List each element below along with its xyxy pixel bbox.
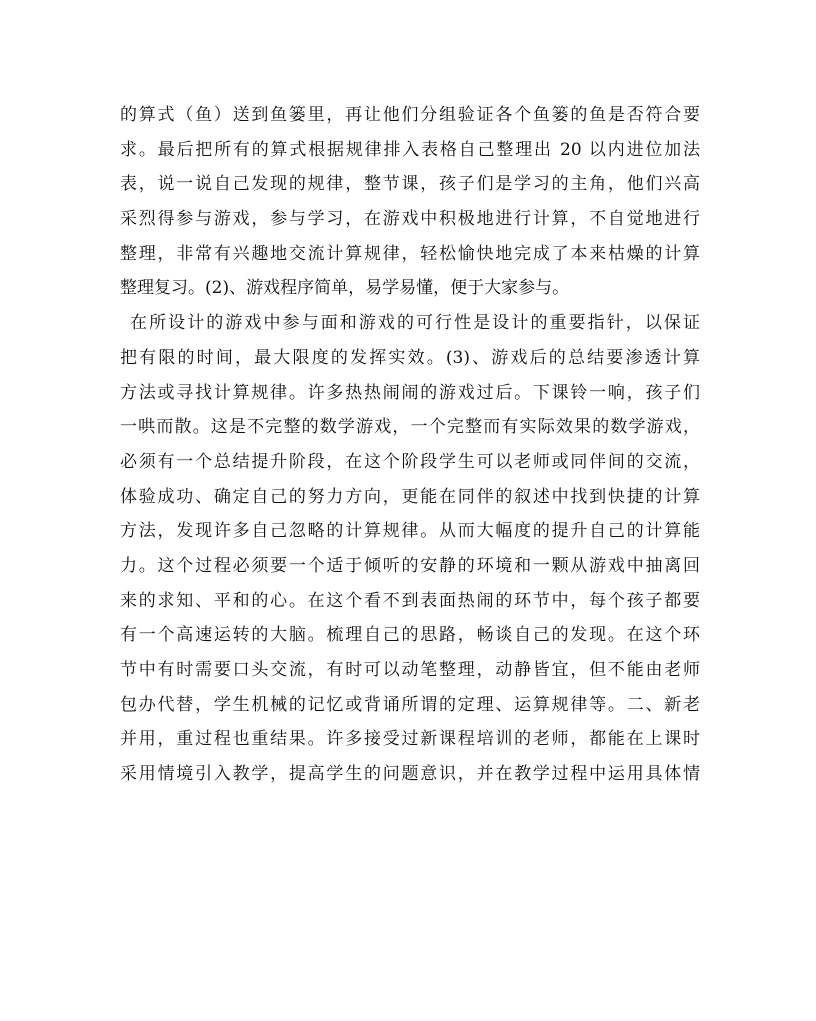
body-text (120, 98, 700, 792)
text-line: 在所设计的游戏中参与面和游戏的可行性是设计的重要指针，以保证 (130, 313, 700, 334)
text-line: 包办代替，学生机械的记忆或背诵所谓的定理、运算规律等。二、新老 (120, 694, 700, 715)
text-line: 求。最后把所有的算式根据规律排入表格自己整理出 20 以内进位加法 (120, 139, 700, 160)
text-line: 整理复习。(2)、游戏程序简单，易学易懂，便于大家参与。 (120, 278, 570, 299)
text-line: 的算式（鱼）送到鱼篓里，再让他们分组验证各个鱼篓的鱼是否符合要 (120, 105, 700, 125)
text-line: 采用情境引入教学，提高学生的问题意识，并在教学过程中运用具体情 (120, 764, 700, 785)
text-line: 力。这个过程必须要一个适于倾听的安静的环境和一颗从游戏中抽离回 (120, 555, 700, 576)
text-line: 体验成功、确定自己的努力方向，更能在同伴的叙述中找到快捷的计算 (120, 486, 700, 507)
text-line: 整理，非常有兴趣地交流计算规律，轻松愉快地完成了本来枯燥的计算 (120, 243, 700, 264)
text-line: 来的求知、平和的心。在这个看不到表面热闹的环节中，每个孩子都要 (120, 590, 700, 611)
text-line: 把有限的时间，最大限度的发挥实效。(3)、游戏后的总结要渗透计算 (120, 347, 700, 368)
text-line: 方法，发现许多自己忽略的计算规律。从而大幅度的提升自己的计算能 (120, 521, 700, 542)
text-line: 必须有一个总结提升阶段，在这个阶段学生可以老师或同伴间的交流， (120, 451, 700, 472)
text-line: 并用，重过程也重结果。许多接受过新课程培训的老师，都能在上课时 (120, 729, 700, 750)
text-line: 一哄而散。这是不完整的数学游戏，一个完整而有实际效果的数学游戏， (120, 417, 700, 438)
text-line: 节中有时需要口头交流，有时可以动笔整理，动静皆宜，但不能由老师 (120, 660, 700, 680)
text-line: 有一个高速运转的大脑。梳理自己的思路，畅谈自己的发现。在这个环 (120, 625, 700, 646)
text-line: 表，说一说自己发现的规律，整节课，孩子们是学习的主角，他们兴高 (120, 174, 700, 195)
text-line: 采烈得参与游戏，参与学习，在游戏中积极地进行计算，不自觉地进行 (120, 209, 700, 230)
text-line: 方法或寻找计算规律。许多热热闹闹的游戏过后。下课铃一响，孩子们 (120, 382, 700, 403)
